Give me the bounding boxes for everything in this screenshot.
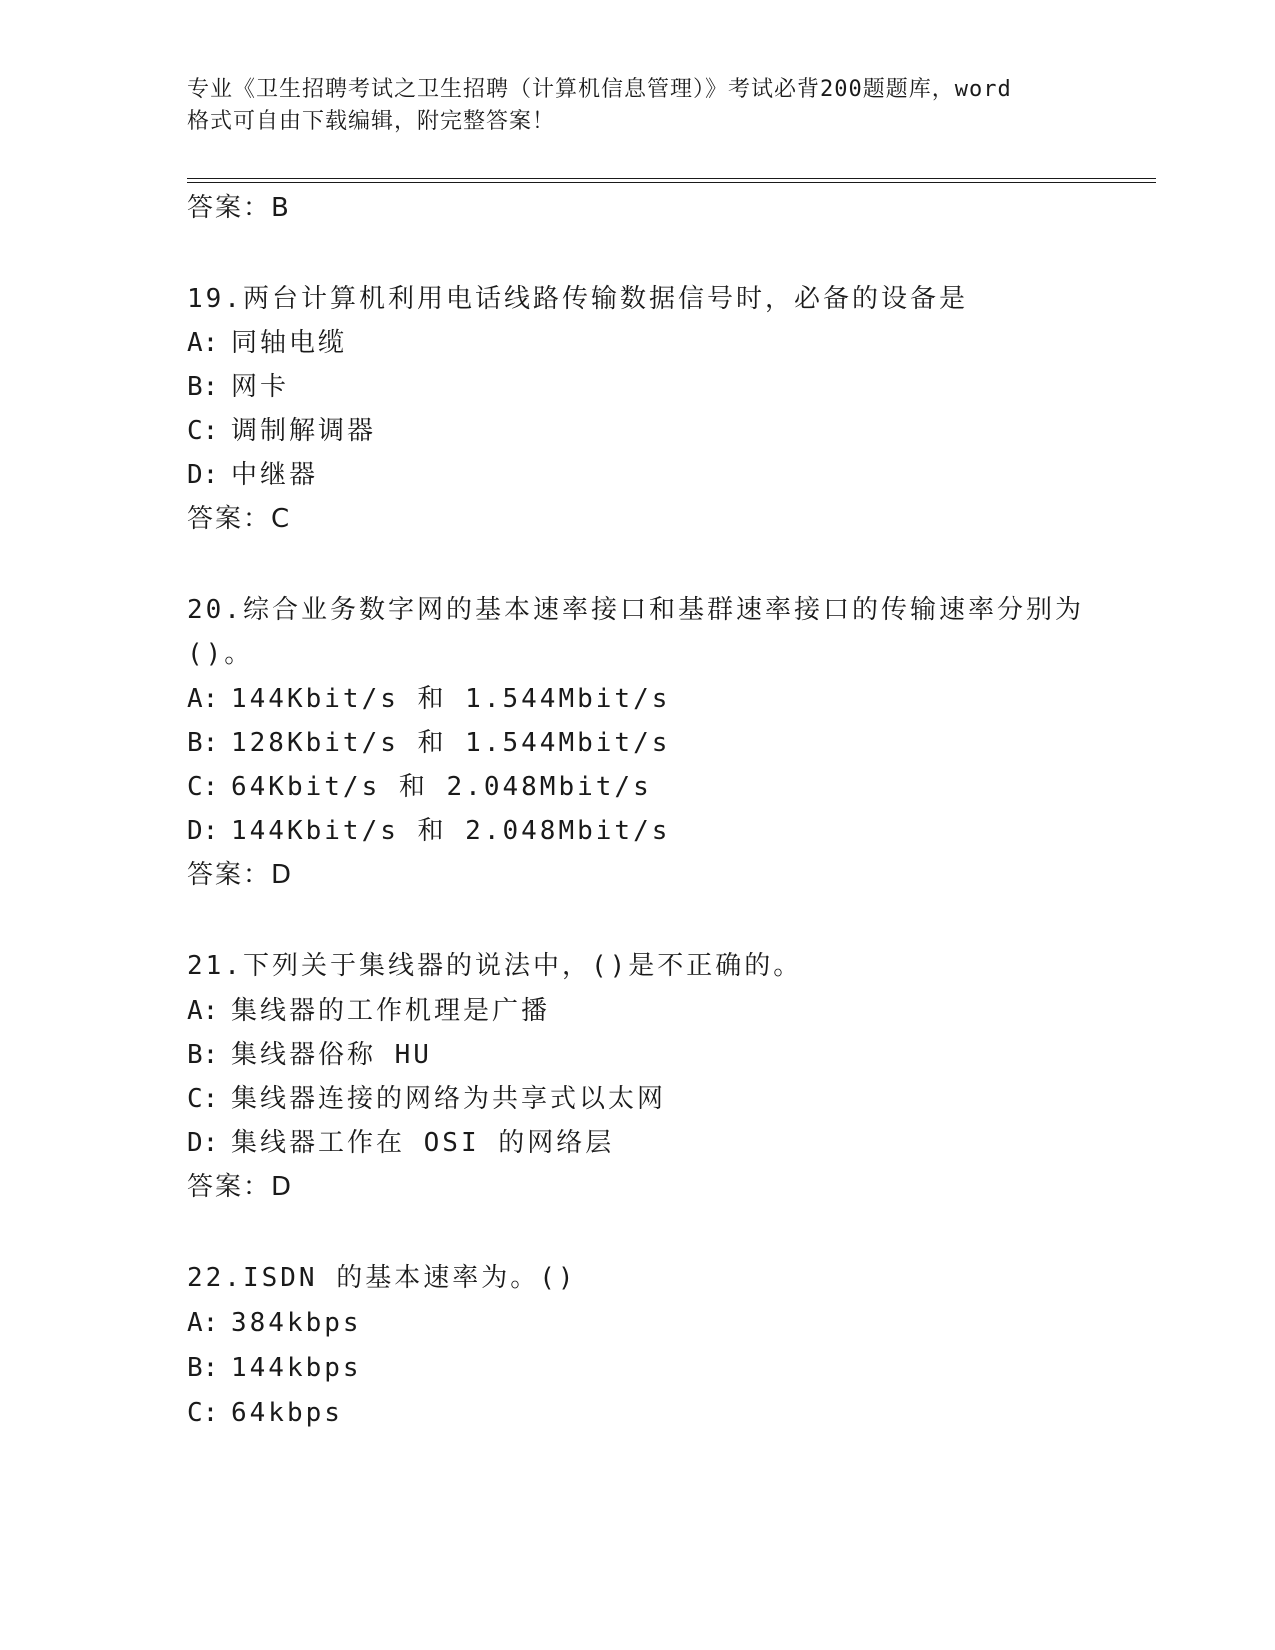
question-21-option-a — [187, 995, 550, 1027]
option-text: 64Kbit/s 和 2.048Mbit/s — [231, 772, 652, 802]
option-label: A: — [187, 996, 219, 1026]
option-text: 中继器 — [231, 460, 319, 490]
question-20-option-b — [187, 727, 670, 759]
header-divider-second — [187, 182, 1156, 183]
option-text: 128Kbit/s 和 1.544Mbit/s — [231, 728, 671, 758]
option-label: C: — [187, 416, 219, 446]
question-19-option-c — [187, 415, 376, 447]
option-text: 384kbps — [231, 1308, 362, 1338]
option-label: D: — [187, 1128, 219, 1158]
option-text: 同轴电缆 — [231, 328, 348, 358]
option-label: A: — [187, 328, 219, 358]
question-20-stem-line-2: ()。 — [187, 639, 254, 669]
option-text: 集线器俗称 HU — [231, 1040, 432, 1070]
option-text: 调制解调器 — [231, 416, 377, 446]
option-label: B: — [187, 728, 219, 758]
question-22-option-a — [187, 1307, 362, 1339]
option-label: D: — [187, 816, 219, 846]
header-line-2: 格式可自由下载编辑，附完整答案！ — [187, 109, 556, 134]
question-19-option-d — [187, 459, 318, 491]
question-21-option-b — [187, 1039, 432, 1071]
answer-20: 答案：D — [187, 860, 294, 890]
option-text: 集线器的工作机理是广播 — [231, 996, 551, 1026]
answer-18: 答案：B — [187, 193, 291, 223]
question-20-stem-line-1: 20.综合业务数字网的基本速率接口和基群速率接口的传输速率分别为 — [187, 595, 1084, 625]
question-21-option-d — [187, 1127, 614, 1159]
answer-21: 答案：D — [187, 1172, 294, 1202]
header-line-1: 专业《卫生招聘考试之卫生招聘（计算机信息管理）》考试必背200题题库，word — [187, 77, 1012, 102]
question-19-option-a — [187, 327, 347, 359]
option-label: B: — [187, 1353, 219, 1383]
question-19-stem: 19.两台计算机利用电话线路传输数据信号时，必备的设备是 — [187, 284, 968, 314]
question-21-stem: 21.下列关于集线器的说法中，()是不正确的。 — [187, 951, 803, 981]
option-label: C: — [187, 1398, 219, 1428]
question-20-option-d — [187, 815, 670, 847]
answer-19: 答案：C — [187, 504, 292, 534]
question-20-option-a — [187, 683, 670, 715]
option-text: 64kbps — [231, 1398, 343, 1428]
document-header — [187, 74, 1087, 138]
question-19-option-b — [187, 371, 289, 403]
question-21-option-c — [187, 1083, 666, 1115]
option-text: 集线器工作在 OSI 的网络层 — [231, 1128, 615, 1158]
option-text: 144Kbit/s 和 2.048Mbit/s — [231, 816, 671, 846]
option-text: 网卡 — [231, 372, 290, 402]
option-text: 集线器连接的网络为共享式以太网 — [231, 1084, 667, 1114]
header-divider — [187, 178, 1156, 179]
option-label: A: — [187, 684, 219, 714]
option-text: 144Kbit/s 和 1.544Mbit/s — [231, 684, 671, 714]
option-label: C: — [187, 1084, 219, 1114]
option-label: B: — [187, 372, 219, 402]
question-22-stem: 22.ISDN 的基本速率为。() — [187, 1263, 577, 1293]
option-text: 144kbps — [231, 1353, 362, 1383]
question-22-option-b — [187, 1352, 362, 1384]
option-label: C: — [187, 772, 219, 802]
option-label: D: — [187, 460, 219, 490]
option-label: B: — [187, 1040, 219, 1070]
option-label: A: — [187, 1308, 219, 1338]
question-20-option-c — [187, 771, 652, 803]
question-22-option-c — [187, 1397, 343, 1429]
